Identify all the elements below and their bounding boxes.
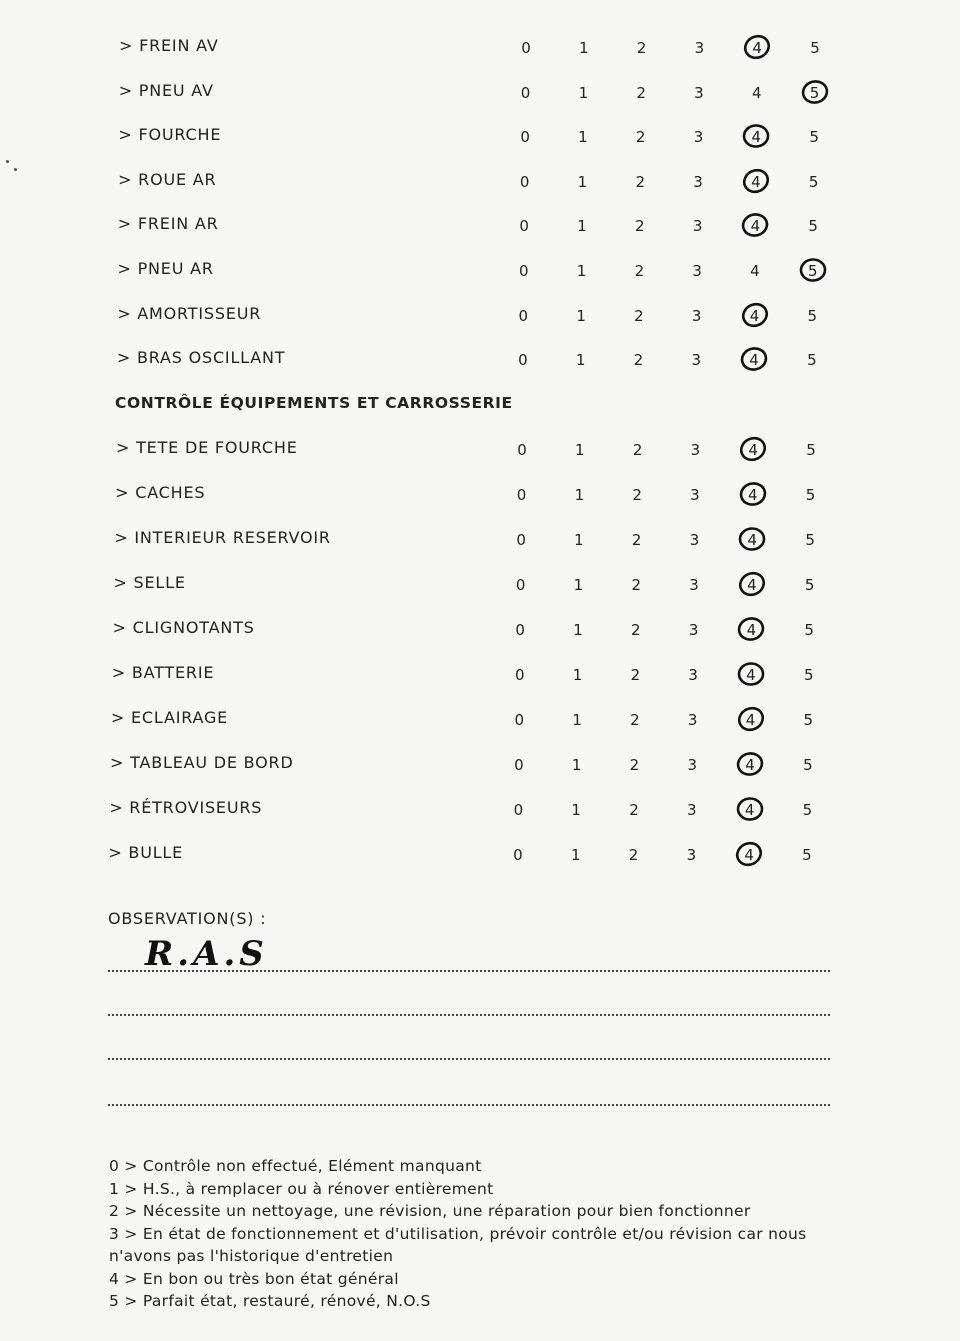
score-value: 1 xyxy=(571,756,582,774)
score-value: 2 xyxy=(629,756,640,774)
score-option-1[interactable] xyxy=(569,349,593,371)
score-value: 5 xyxy=(808,172,819,191)
score-value: 1 xyxy=(575,441,585,459)
score-option-3[interactable] xyxy=(685,260,709,282)
paper-speck xyxy=(14,168,17,171)
score-option-3[interactable] xyxy=(681,664,705,686)
score-value: 2 xyxy=(635,172,646,191)
legend-line: 4 > En bon ou très bon état général xyxy=(109,1269,399,1288)
score-value: 5 xyxy=(809,128,819,147)
score-value: 5 xyxy=(807,351,817,370)
score-value: 0 xyxy=(513,846,523,864)
score-option-3[interactable] xyxy=(682,574,706,596)
score-value: 0 xyxy=(518,306,529,325)
score-value: 3 xyxy=(687,711,698,729)
legend-line: n'avons pas l'historique d'entretien xyxy=(109,1247,394,1265)
score-value: 5 xyxy=(803,756,813,774)
score-value: 5 xyxy=(810,39,820,57)
score-value: 3 xyxy=(690,441,701,459)
score-value: 5 xyxy=(804,621,814,639)
score-value: 3 xyxy=(691,351,702,370)
score-value: 3 xyxy=(693,172,703,191)
score-option-4[interactable] xyxy=(743,215,767,237)
score-option-2[interactable] xyxy=(624,619,648,641)
score-legend xyxy=(109,1155,839,1313)
score-value: 0 xyxy=(517,441,527,459)
score-option-0[interactable] xyxy=(510,484,534,506)
checklist-row xyxy=(0,527,960,557)
score-value: 3 xyxy=(688,666,698,684)
score-option-1[interactable] xyxy=(570,260,594,282)
score-value: 4 xyxy=(747,531,758,549)
score-value: 3 xyxy=(687,756,698,774)
score-option-1[interactable] xyxy=(566,664,590,686)
score-value: 3 xyxy=(689,576,699,594)
legend-line: 1 > H.S., à remplacer ou à rénover entièrement xyxy=(109,1179,494,1198)
score-option-2[interactable] xyxy=(627,305,651,327)
checklist-item-label: > BULLE xyxy=(108,843,184,862)
score-option-3[interactable] xyxy=(681,709,705,731)
score-value: 2 xyxy=(631,531,642,549)
section-title-equipment: CONTRÔLE ÉQUIPEMENTS ET CARROSSERIE xyxy=(115,394,513,412)
score-option-3[interactable] xyxy=(686,215,710,237)
score-option-3[interactable] xyxy=(684,349,708,371)
score-option-1[interactable] xyxy=(570,215,594,237)
score-value: 2 xyxy=(631,621,641,639)
score-value: 2 xyxy=(635,128,646,147)
score-option-3[interactable] xyxy=(682,619,706,641)
score-value: 0 xyxy=(513,801,524,819)
score-option-5[interactable] xyxy=(800,349,824,371)
score-value: 4 xyxy=(746,666,756,684)
score-option-1[interactable] xyxy=(566,574,590,596)
score-option-3[interactable] xyxy=(683,439,707,461)
score-option-0[interactable] xyxy=(507,709,531,731)
score-option-4[interactable] xyxy=(739,664,763,686)
score-option-5[interactable] xyxy=(799,484,823,506)
score-value: 0 xyxy=(516,531,526,549)
score-option-5[interactable] xyxy=(798,574,822,596)
score-value: 1 xyxy=(572,711,582,729)
score-option-0[interactable] xyxy=(511,305,535,327)
score-value: 2 xyxy=(630,666,641,684)
score-value: 4 xyxy=(750,262,760,280)
score-option-5[interactable] xyxy=(803,82,827,104)
score-value: 0 xyxy=(519,217,529,236)
checklist-row xyxy=(0,662,960,692)
checklist-row xyxy=(0,707,960,737)
score-option-0[interactable] xyxy=(507,754,531,776)
checklist-item-label: > BRAS OSCILLANT xyxy=(116,348,286,368)
score-option-5[interactable] xyxy=(795,844,819,866)
score-value: 5 xyxy=(803,666,814,684)
score-option-5[interactable] xyxy=(799,439,823,461)
score-option-5[interactable] xyxy=(801,215,825,237)
score-value: 4 xyxy=(748,441,758,459)
score-option-2[interactable] xyxy=(628,215,652,237)
score-option-4[interactable] xyxy=(745,82,769,104)
checklist-row xyxy=(0,797,960,827)
score-option-2[interactable] xyxy=(629,126,653,148)
score-option-4[interactable] xyxy=(740,529,764,551)
score-option-2[interactable] xyxy=(625,484,649,506)
score-option-0[interactable] xyxy=(508,664,532,686)
checklist-row xyxy=(0,752,960,782)
score-option-4[interactable] xyxy=(739,619,763,641)
score-option-0[interactable] xyxy=(512,260,536,282)
checklist-item-label: > AMORTISSEUR xyxy=(117,303,262,323)
score-value: 1 xyxy=(578,83,589,102)
score-option-3[interactable] xyxy=(680,754,704,776)
observation-line-1[interactable] xyxy=(108,970,830,972)
score-value: 2 xyxy=(634,306,644,325)
score-option-4[interactable] xyxy=(742,349,766,371)
score-value: 3 xyxy=(693,128,704,147)
score-option-3[interactable] xyxy=(683,529,707,551)
checklist-row xyxy=(0,842,960,872)
score-value: 5 xyxy=(809,83,820,102)
score-option-5[interactable] xyxy=(798,529,822,551)
score-value: 3 xyxy=(688,621,699,639)
score-option-3[interactable] xyxy=(687,37,711,59)
score-option-1[interactable] xyxy=(564,844,588,866)
score-value: 5 xyxy=(806,441,816,459)
score-value: 2 xyxy=(630,711,640,729)
score-option-4[interactable] xyxy=(744,126,768,148)
score-value: 2 xyxy=(634,262,645,280)
score-value: 3 xyxy=(694,39,705,57)
score-value: 1 xyxy=(574,486,585,504)
score-option-1[interactable] xyxy=(566,619,590,641)
score-value: 5 xyxy=(802,846,812,864)
score-option-5[interactable] xyxy=(797,664,821,686)
score-option-2[interactable] xyxy=(624,574,648,596)
score-option-1[interactable] xyxy=(564,799,588,821)
checklist-item-label: > BATTERIE xyxy=(111,663,215,682)
legend-line: 2 > Nécessite un nettoyage, une révision, une réparation pour bien fonctionner xyxy=(109,1202,751,1220)
score-option-3[interactable] xyxy=(680,799,704,821)
score-value: 1 xyxy=(577,217,587,236)
score-value: 2 xyxy=(632,486,642,504)
score-option-0[interactable] xyxy=(514,82,538,104)
score-option-0[interactable] xyxy=(511,349,535,371)
score-option-0[interactable] xyxy=(509,529,533,551)
score-option-5[interactable] xyxy=(802,126,826,148)
score-value: 0 xyxy=(520,83,531,102)
score-option-1[interactable] xyxy=(572,37,596,59)
score-option-0[interactable] xyxy=(514,37,538,59)
checklist-item-label: > TABLEAU DE BORD xyxy=(110,753,294,772)
score-option-4[interactable] xyxy=(737,844,761,866)
score-value: 2 xyxy=(631,576,642,594)
checklist-row xyxy=(0,347,960,377)
checklist-item-label: > CACHES xyxy=(115,483,206,502)
score-value: 4 xyxy=(745,711,756,729)
score-option-2[interactable] xyxy=(622,754,646,776)
score-option-1[interactable] xyxy=(568,439,592,461)
score-option-0[interactable] xyxy=(513,171,537,193)
score-option-4[interactable] xyxy=(743,260,767,282)
score-option-3[interactable] xyxy=(683,484,707,506)
score-option-1[interactable] xyxy=(570,171,594,193)
observation-line-2[interactable] xyxy=(108,1014,830,1016)
score-value: 1 xyxy=(573,576,584,594)
score-value: 4 xyxy=(744,846,754,864)
score-value: 4 xyxy=(745,756,755,774)
score-value: 3 xyxy=(694,83,704,102)
score-option-4[interactable] xyxy=(738,754,762,776)
score-value: 4 xyxy=(744,801,755,819)
score-option-3[interactable] xyxy=(679,844,703,866)
score-option-4[interactable] xyxy=(745,37,769,59)
score-value: 2 xyxy=(635,217,645,236)
checklist-item-label: > PNEU AV xyxy=(118,80,214,100)
score-value: 1 xyxy=(578,128,588,147)
score-value: 3 xyxy=(692,217,703,236)
score-value: 0 xyxy=(514,711,525,729)
score-value: 0 xyxy=(515,621,525,639)
checklist-item-label: > ROUE AR xyxy=(118,169,217,189)
score-value: 2 xyxy=(629,801,639,819)
legend-line: 3 > En état de fonctionnement et d'utilisation, prévoir contrôle et/ou révision car nous xyxy=(109,1224,807,1243)
score-option-0[interactable] xyxy=(506,844,530,866)
score-option-3[interactable] xyxy=(687,82,711,104)
score-option-1[interactable] xyxy=(567,529,591,551)
score-value: 1 xyxy=(572,666,583,684)
score-value: 1 xyxy=(576,306,586,325)
score-value: 0 xyxy=(514,666,525,684)
checklist-row xyxy=(0,80,960,110)
score-value: 5 xyxy=(807,262,818,280)
score-option-0[interactable] xyxy=(513,126,537,148)
checklist-row xyxy=(0,258,960,288)
checklist-row xyxy=(0,35,960,65)
checklist-item-label: > TETE DE FOURCHE xyxy=(116,438,298,457)
score-option-1[interactable] xyxy=(565,709,589,731)
score-option-2[interactable] xyxy=(625,529,649,551)
score-value: 2 xyxy=(636,39,647,57)
score-option-5[interactable] xyxy=(795,799,819,821)
score-value: 0 xyxy=(519,172,530,191)
score-option-5[interactable] xyxy=(800,305,824,327)
score-value: 3 xyxy=(690,486,700,504)
score-value: 4 xyxy=(747,486,758,504)
checklist-item-label: > FOURCHE xyxy=(118,125,222,145)
score-option-4[interactable] xyxy=(738,799,762,821)
score-value: 2 xyxy=(633,351,644,370)
score-option-2[interactable] xyxy=(622,844,646,866)
score-value: 4 xyxy=(751,128,762,147)
score-value: 1 xyxy=(574,531,584,549)
score-value: 0 xyxy=(521,39,531,57)
checklist-row xyxy=(0,437,960,467)
checklist-row xyxy=(0,169,960,199)
score-option-0[interactable] xyxy=(512,215,536,237)
score-value: 0 xyxy=(515,576,526,594)
score-value: 1 xyxy=(571,801,581,819)
score-value: 4 xyxy=(749,351,759,370)
checklist-item-label: > RÉTROVISEURS xyxy=(109,798,263,817)
observation-line-3[interactable] xyxy=(108,1058,830,1060)
score-option-1[interactable] xyxy=(567,484,591,506)
checklist-item-label: > PNEU AR xyxy=(117,259,214,278)
score-option-3[interactable] xyxy=(685,305,709,327)
observations-handwritten-value[interactable]: R.A.S xyxy=(145,934,268,974)
score-option-2[interactable] xyxy=(627,260,651,282)
checklist-item-label: > FREIN AR xyxy=(117,214,219,234)
observations-label: OBSERVATION(S) : xyxy=(108,909,267,928)
score-option-0[interactable] xyxy=(508,619,532,641)
checklist-item-label: > INTERIEUR RESERVOIR xyxy=(114,528,331,547)
score-option-1[interactable] xyxy=(569,305,593,327)
score-value: 0 xyxy=(518,262,529,280)
score-option-2[interactable] xyxy=(629,82,653,104)
score-value: 1 xyxy=(570,846,581,864)
score-option-4[interactable] xyxy=(744,171,768,193)
paper-speck xyxy=(6,160,9,163)
score-option-4[interactable] xyxy=(739,709,763,731)
checklist-item-label: > SELLE xyxy=(113,573,186,592)
score-option-2[interactable] xyxy=(630,37,654,59)
checklist-row xyxy=(0,213,960,243)
score-option-4[interactable] xyxy=(741,484,765,506)
score-option-4[interactable] xyxy=(743,305,767,327)
checklist-row xyxy=(0,303,960,333)
score-option-1[interactable] xyxy=(571,82,595,104)
score-option-2[interactable] xyxy=(623,664,647,686)
checklist-row xyxy=(0,482,960,512)
checklist-row xyxy=(0,617,960,647)
score-value: 5 xyxy=(803,711,814,729)
score-option-1[interactable] xyxy=(565,754,589,776)
score-value: 5 xyxy=(804,576,815,594)
observation-line-4[interactable] xyxy=(108,1104,830,1106)
score-option-5[interactable] xyxy=(802,171,826,193)
score-option-5[interactable] xyxy=(803,37,827,59)
score-option-4[interactable] xyxy=(741,439,765,461)
score-value: 3 xyxy=(692,262,702,280)
score-option-5[interactable] xyxy=(801,260,825,282)
checklist-row xyxy=(0,572,960,602)
score-value: 4 xyxy=(751,83,762,102)
score-value: 1 xyxy=(577,172,588,191)
score-value: 3 xyxy=(691,306,702,325)
score-value: 4 xyxy=(751,172,761,191)
score-option-1[interactable] xyxy=(571,126,595,148)
checklist-row xyxy=(0,124,960,154)
score-value: 5 xyxy=(808,217,818,236)
score-option-0[interactable] xyxy=(506,799,530,821)
score-value: 2 xyxy=(632,441,643,459)
legend-line: 5 > Parfait état, restauré, rénové, N.O.S xyxy=(109,1292,431,1310)
score-value: 4 xyxy=(749,306,760,325)
legend-line: 0 > Contrôle non effectué, Elément manquant xyxy=(109,1157,482,1175)
checklist-item-label: > FREIN AV xyxy=(119,36,219,55)
score-value: 5 xyxy=(807,306,818,325)
score-option-2[interactable] xyxy=(623,709,647,731)
score-value: 0 xyxy=(520,128,530,147)
score-value: 2 xyxy=(628,846,639,864)
score-value: 5 xyxy=(805,486,816,504)
score-value: 1 xyxy=(576,262,587,280)
score-value: 0 xyxy=(516,486,527,504)
score-value: 1 xyxy=(579,39,589,57)
score-value: 3 xyxy=(686,846,697,864)
score-value: 3 xyxy=(689,531,700,549)
checklist-item-label: > CLIGNOTANTS xyxy=(112,618,255,637)
score-value: 0 xyxy=(514,756,524,774)
score-option-2[interactable] xyxy=(626,439,650,461)
score-value: 3 xyxy=(687,801,697,819)
score-option-2[interactable] xyxy=(628,171,652,193)
score-option-3[interactable] xyxy=(687,126,711,148)
score-option-5[interactable] xyxy=(797,619,821,641)
score-value: 4 xyxy=(747,576,757,594)
score-option-2[interactable] xyxy=(622,799,646,821)
score-value: 4 xyxy=(746,621,757,639)
score-value: 5 xyxy=(802,801,813,819)
score-option-5[interactable] xyxy=(796,709,820,731)
score-option-0[interactable] xyxy=(510,439,534,461)
score-option-3[interactable] xyxy=(686,171,710,193)
score-value: 5 xyxy=(805,531,815,549)
score-value: 2 xyxy=(636,83,646,102)
score-value: 1 xyxy=(573,621,583,639)
score-option-5[interactable] xyxy=(796,754,820,776)
score-option-4[interactable] xyxy=(740,574,764,596)
score-value: 4 xyxy=(752,39,762,57)
score-value: 1 xyxy=(575,351,586,370)
score-option-0[interactable] xyxy=(509,574,533,596)
score-value: 4 xyxy=(750,217,761,236)
checklist-item-label: > ECLAIRAGE xyxy=(110,708,229,727)
score-value: 0 xyxy=(518,351,528,370)
score-option-2[interactable] xyxy=(626,349,650,371)
